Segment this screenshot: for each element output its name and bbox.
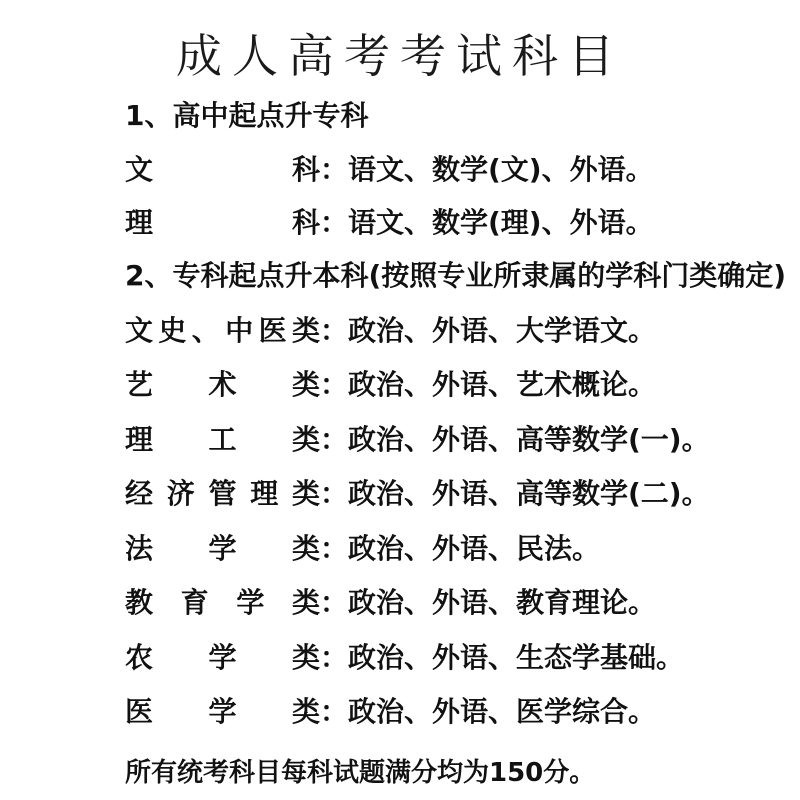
row-label: 农学类 — [125, 641, 320, 674]
row-subjects: ：语文、数学(理)、外语。 — [320, 206, 654, 239]
row-label: 文史、中医类 — [125, 314, 320, 347]
subject-row-wenke — [125, 152, 654, 188]
subject-row-jingji — [125, 476, 710, 512]
subject-row-jiaoyu — [125, 585, 656, 621]
subject-row-yixue — [125, 694, 656, 730]
row-label: 医学类 — [125, 695, 320, 728]
row-label: 教育学类 — [125, 586, 320, 619]
subject-row-like — [125, 205, 654, 241]
subject-row-ligong — [125, 422, 710, 458]
footer-note: 所有统考科目每科试题满分均为150分。 — [125, 758, 596, 788]
row-label: 经济管理类 — [125, 477, 320, 510]
row-subjects: ：政治、外语、生态学基础。 — [320, 641, 685, 674]
section-heading-zhuanke: 2、专科起点升本科(按照专业所隶属的学科门类确定) — [125, 259, 787, 292]
row-label: 艺术类 — [125, 368, 320, 401]
section-heading-gaozhong: 1、高中起点升专科 — [125, 99, 369, 132]
row-subjects: ：政治、外语、大学语文。 — [320, 314, 657, 347]
row-label: 理科 — [125, 206, 320, 239]
row-label: 文科 — [125, 153, 320, 186]
row-subjects: ：政治、外语、医学综合。 — [320, 695, 657, 728]
subject-row-nongxue — [125, 640, 684, 676]
subject-row-yishu — [125, 367, 656, 403]
subject-row-faxue — [125, 531, 600, 567]
row-subjects: ：政治、外语、艺术概论。 — [320, 368, 657, 401]
row-subjects: ：语文、数学(文)、外语。 — [320, 153, 654, 186]
row-subjects: ：政治、外语、民法。 — [320, 532, 601, 565]
row-subjects: ：政治、外语、高等数学(一)。 — [320, 423, 710, 456]
subject-row-wenshi — [125, 313, 656, 349]
row-label: 理工类 — [125, 423, 320, 456]
row-subjects: ：政治、外语、高等数学(二)。 — [320, 477, 710, 510]
row-label: 法学类 — [125, 532, 320, 565]
page-title: 成人高考考试科目 — [176, 29, 624, 83]
row-subjects: ：政治、外语、教育理论。 — [320, 586, 657, 619]
